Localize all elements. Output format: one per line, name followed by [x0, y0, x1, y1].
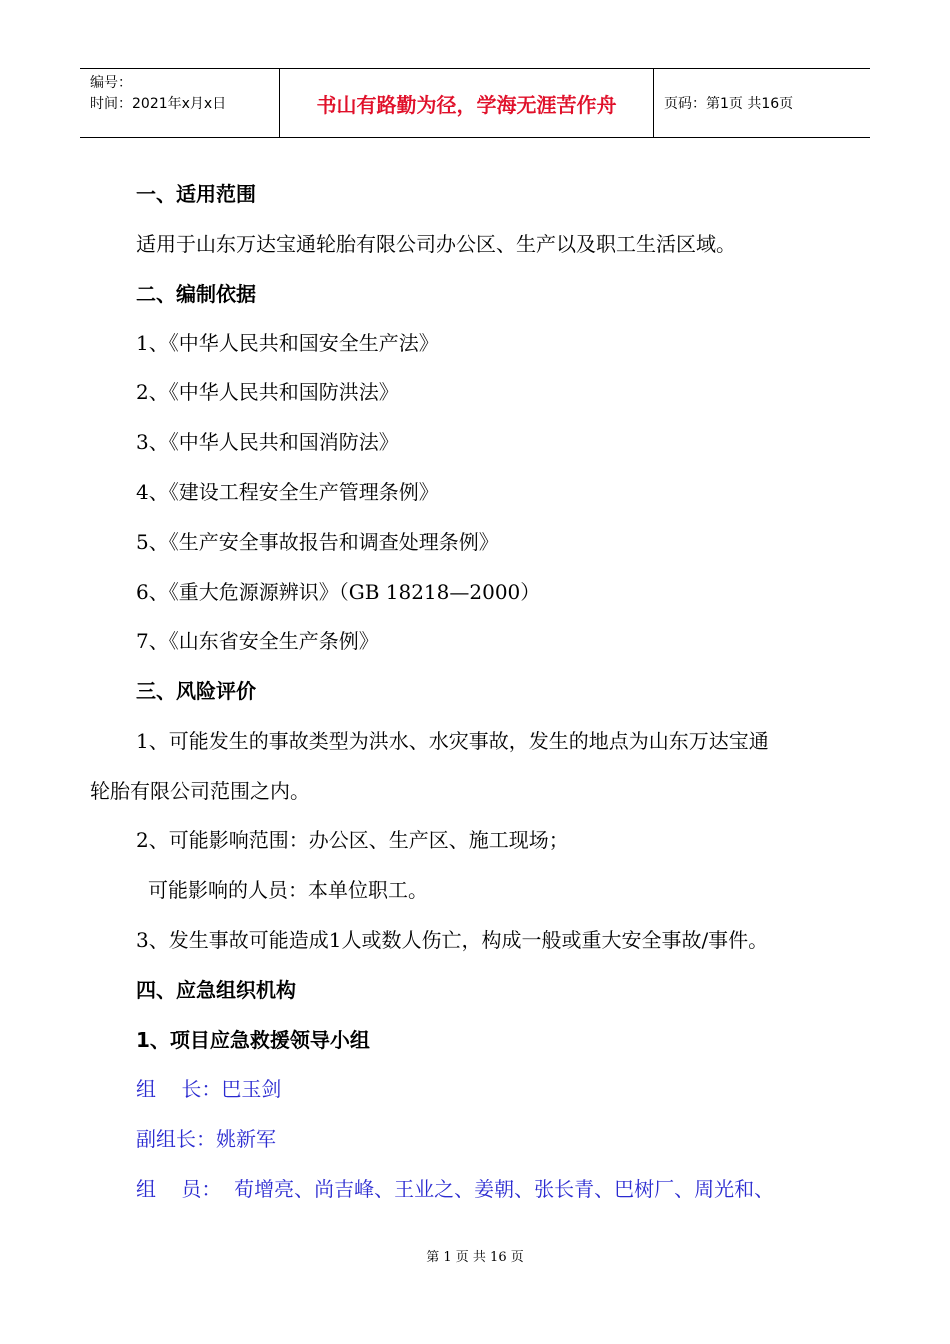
basis-item: 4、《建设工程安全生产管理条例》	[136, 480, 439, 504]
risk-paragraph-2: 2、可能影响范围：办公区、生产区、施工现场；	[136, 828, 569, 852]
section-3-title: 三、风险评价	[136, 679, 256, 703]
risk-affected-people: 可能影响的人员：本单位职工。	[148, 878, 428, 902]
basis-item: 5、《生产安全事故报告和调查处理条例》	[136, 530, 499, 554]
section-4-title: 四、应急组织机构	[136, 978, 296, 1002]
basis-item: 6、《重大危源源辨识》（GB 18218—2000）	[136, 580, 541, 604]
basis-item: 3、《中华人民共和国消防法》	[136, 430, 399, 454]
page-footer: 第 1 页 共 16 页	[426, 1250, 524, 1265]
code-label: 编号：	[90, 75, 132, 91]
header-page-label: 页码：第1页 共16页	[664, 96, 794, 112]
header-meta	[80, 69, 280, 137]
risk-paragraph-1-cont: 轮胎有限公司范围之内。	[90, 779, 310, 803]
date-label: 时间：2021年x月x日	[90, 96, 227, 112]
section-1-title: 一、适用范围	[136, 182, 256, 206]
risk-paragraph-1: 1、可能发生的事故类型为洪水、水灾事故，发生的地点为山东万达宝通	[136, 729, 769, 753]
risk-paragraph-3: 3、发生事故可能造成1人或数人伤亡，构成一般或重大安全事故/事件。	[136, 928, 769, 952]
group-leader: 组 长：巴玉剑	[136, 1077, 282, 1101]
header-motto: 书山有路勤为径，学海无涯苦作舟	[280, 69, 654, 137]
group-deputy: 副组长：姚新军	[136, 1127, 276, 1151]
section-2-title: 二、编制依据	[136, 282, 256, 306]
section-4-subtitle: 1、项目应急救援领导小组	[136, 1028, 370, 1052]
basis-item: 1、《中华人民共和国安全生产法》	[136, 331, 439, 355]
section-1-text: 适用于山东万达宝通轮胎有限公司办公区、生产以及职工生活区域。	[136, 232, 736, 256]
group-members: 组 员： 荀增亮、尚吉峰、王业之、姜朝、张长青、巴树厂、周光和、	[136, 1177, 775, 1201]
basis-item: 7、《山东省安全生产条例》	[136, 629, 379, 653]
page-header	[80, 68, 870, 138]
basis-item: 2、《中华人民共和国防洪法》	[136, 380, 399, 404]
